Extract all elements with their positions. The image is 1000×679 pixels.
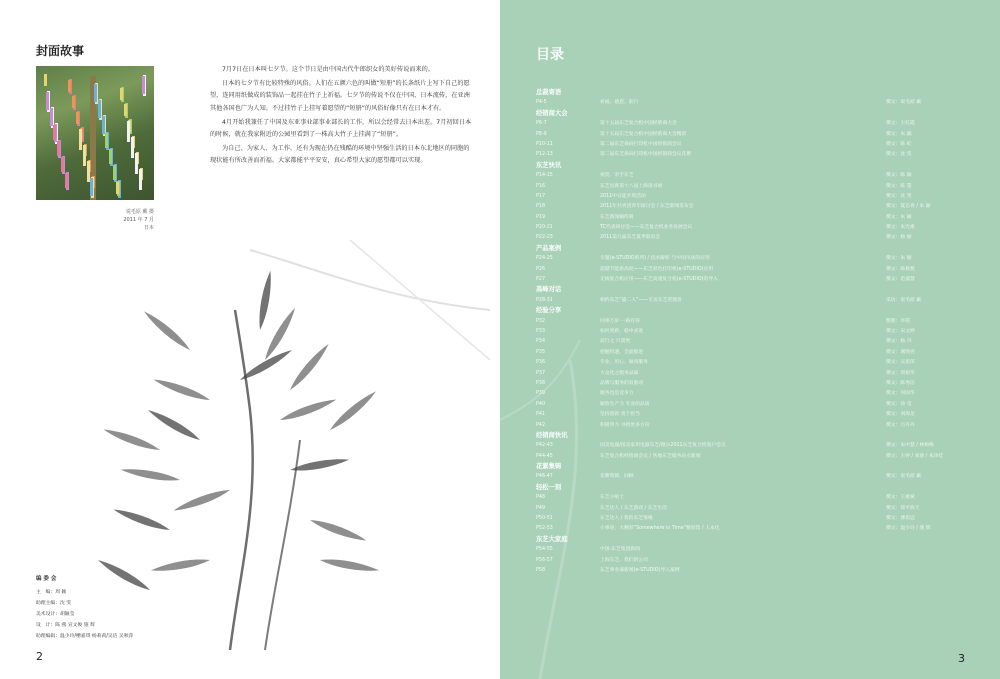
bamboo-leaf <box>142 309 193 353</box>
toc-section-heading: 轻松一刻 <box>536 483 562 491</box>
wish-strip <box>116 182 119 194</box>
toc-entry-page: P19 <box>536 214 545 220</box>
wish-strip <box>53 125 56 140</box>
toc-entry-author: 撰文：朱光惠 <box>886 225 915 231</box>
toc-entry-page: P14-15 <box>536 173 553 179</box>
editorial-row: 助理编辑：温少玲/槽嘉琪 杨莉莉/吴洁 吴秋萍 <box>36 634 134 639</box>
toc-entry-author: 撰文：杨 丽 <box>886 235 912 241</box>
toc-entry-page: P27 <box>536 277 545 283</box>
toc-entry-page: P39 <box>536 391 545 397</box>
toc-entry-title: 解放生产力 专业的品质 <box>600 401 650 407</box>
toc-entry[interactable] <box>536 140 976 150</box>
toc-entry-title: 东芝小贴士 <box>600 495 624 501</box>
toc-entry-page: P16 <box>536 183 545 189</box>
toc-entry-page: P33 <box>536 328 545 334</box>
toc-entry-author: 撰文：王婷 / 刘骏 / 朱泽佳 <box>886 453 944 459</box>
toc-entry-author: 撰文：朱 颖 <box>886 214 912 220</box>
cover-story-heading: 封面故事 <box>36 44 85 58</box>
toc-entry[interactable] <box>536 379 976 389</box>
toc-entry-page: P49 <box>536 505 545 511</box>
toc-entry[interactable] <box>536 150 976 160</box>
right-page-contents <box>500 0 1000 679</box>
toc-entry-author: 撰文：郑平海天 <box>886 505 920 511</box>
toc-entry-author <box>886 566 976 576</box>
toc-entry-page: P32 <box>536 318 545 324</box>
wish-strip <box>102 116 105 134</box>
bamboo-leaf <box>120 466 180 484</box>
bamboo-leaf <box>238 347 294 384</box>
story-paragraph: 日本的七夕节有比较特殊的风俗。人们在五颜六色的叫做“短册”的长条纸片上写下自己的愿望，连同用纸做成的装饰品一起挂在竹子上祈福。七夕节的传说不仅在中国、日本流传，在亚洲其他各国也广为人知。不过挂竹子上挂写着愿望的“短册”的风俗好像只有在日本才有。 <box>210 80 470 112</box>
toc-entry-author: 撰文：谢凯亮 <box>886 349 915 355</box>
toc-entry-page: P44-45 <box>536 453 553 459</box>
bamboo-leaf <box>172 486 231 514</box>
wish-strip <box>135 153 138 174</box>
page-number-right: 3 <box>958 652 965 665</box>
story-paragraph: 4月开始我兼任了中国及东亚事业部事业部长的工作，所以会经常去日本出差。7月初回日本的时候，就在我家附近的公园里看到了一株高大竹子上挂满了“短册”。 <box>210 118 472 139</box>
toc-section-heading: 经验分享 <box>536 307 562 315</box>
toc-entry[interactable] <box>536 119 976 129</box>
toc-entry-author: 撰文：说毛原 戴 <box>886 474 922 480</box>
toc-entry-author: 撰文：说毛原 戴 <box>886 100 922 106</box>
wish-strip <box>94 84 97 102</box>
toc-entry-title: 2011年共青团青年研讨会 / 东芝新闻发布会 <box>600 204 694 210</box>
story-paragraph: 7月7日在日本叫七夕节。这个节日是由中国古代牛郎织女的美好传说而来的。 <box>222 66 435 73</box>
bamboo-leaf <box>279 396 338 424</box>
toc-entry-author: 撰文：陈秋燕 <box>886 266 915 272</box>
toc-entry[interactable] <box>536 358 976 368</box>
toc-entry-author: 撰文：陈 虹 <box>886 141 912 147</box>
toc-entry-page: P37 <box>536 370 545 376</box>
toc-entry-title: 无线复合机应用——东芝高速复合机(e-STUDIO)的导入 <box>600 277 718 283</box>
wish-strip <box>139 169 142 190</box>
bamboo-leaf <box>328 389 379 433</box>
toc-section-heading: 总裁寄语 <box>536 89 562 96</box>
toc-entry-author: 撰文：沈 雯 <box>886 152 912 158</box>
toc-entry-title: 坚持创新 勇于担当 <box>600 412 640 418</box>
toc-entry-page: P41 <box>536 412 545 418</box>
toc-entry-title: 中国·东芝集团新闻 <box>600 547 640 553</box>
editorial-row: 设 计：陈 燕 宣文俊 施 辉 <box>36 623 95 628</box>
toc-section-heading: 东芝快讯 <box>536 161 562 169</box>
toc-entry-page: P36 <box>536 360 545 366</box>
toc-entry-title: 专题(e-STUDIO系列) / 技术解析 与中国市场的应用 <box>600 256 710 262</box>
toc-entry[interactable] <box>536 348 976 358</box>
wish-strip <box>50 108 53 126</box>
toc-entry[interactable] <box>536 556 976 566</box>
toc-entry-title: 东芝出席第十八届上海读书展 <box>600 183 663 189</box>
toc-entry-title: 上海东芝、我们的公司 <box>600 557 648 563</box>
toc-entry-page: P42 <box>536 422 545 428</box>
toc-entry-page: P6-7 <box>536 121 547 127</box>
toc-entry-author: 撰文：何国华 <box>886 391 915 397</box>
toc-entry-title: 东芝复合机经销商会议 / 各地东芝服务站点新闻 <box>600 453 701 459</box>
toc-entry-title: 东芝事业部新闻(e-STUDIO)导入案例 <box>600 567 680 573</box>
toc-entry-page: P48 <box>536 495 545 501</box>
bamboo-leaf <box>152 376 211 404</box>
bamboo-leaf <box>319 556 379 574</box>
toc-entry-author: 撰文：陈秀洁 <box>886 380 915 386</box>
wish-strip <box>142 76 145 94</box>
wish-strip <box>120 88 123 100</box>
toc-entry-title: 东芝达人 / 东芝游戏 / 东芝生活 <box>600 505 667 511</box>
toc-section-heading: 经销商大会 <box>536 109 568 117</box>
toc-entry[interactable] <box>536 223 976 233</box>
story-paragraph: 为自己、为家人、为工作，还有为现在仍在残酷的环境中坚强生活的日本东北地区的同胞的现状能有所改善而祈福。大家都能平平安安，真心希望大家的愿望都可以实现。 <box>210 145 470 165</box>
toc-entry[interactable] <box>536 504 976 514</box>
toc-entry-title: 第二届东芝条码打印机中国经销商会议花絮 <box>600 152 692 158</box>
bamboo-leaf <box>150 556 210 574</box>
wish-strip <box>109 149 112 164</box>
bamboo-leaf <box>287 342 331 393</box>
toc-entry-title: 国美电器/国美家用电器东芝/德尔2011东芝复合机客户会议 <box>600 443 726 449</box>
toc-entry-title: 前行之 只需更 <box>600 339 631 345</box>
toc-entry[interactable] <box>536 441 976 451</box>
toc-entry-author: 采访：说毛原 戴 <box>886 297 922 303</box>
toc-entry[interactable] <box>536 98 976 108</box>
toc-entry[interactable] <box>536 327 976 337</box>
bamboo-leaf <box>262 306 299 362</box>
toc-section-heading: 高峰对话 <box>536 286 562 294</box>
toc-entry-author: 撰文：刘海龙 <box>886 412 915 418</box>
photo-credit <box>80 208 154 232</box>
toc-entry[interactable] <box>536 389 976 399</box>
toc-entry-title: 祈福、感恩、前行 <box>600 100 639 106</box>
toc-entry-title: 积极努力 寻找更多方向 <box>600 422 650 428</box>
toc-entry-title: 小事迹，大精彩“Somewhere in Time”精彩选 / 人本化 <box>600 526 720 532</box>
toc-entry[interactable] <box>536 296 976 306</box>
toc-entry-author: 撰文：吕丹丹 <box>886 422 915 428</box>
toc-entry[interactable] <box>536 254 976 264</box>
toc-entry-author: 撰文：温少玲 / 施 辉 <box>886 526 931 532</box>
toc-entry[interactable] <box>536 265 976 275</box>
toc-entry-page: P4-5 <box>536 100 547 106</box>
cover-photo-bamboo-wishes <box>36 66 154 200</box>
toc-entry-title: 2011中日徒步周活动 <box>600 193 646 199</box>
bamboo-leaf <box>112 506 171 534</box>
toc-entry-author: 整理：李霞 <box>886 318 910 324</box>
toc-entry-title: 把握机遇、全面推进 <box>600 349 644 355</box>
editorial-board <box>36 574 226 643</box>
toc-entry[interactable] <box>536 472 976 482</box>
toc-entry-page: P12-13 <box>536 152 553 158</box>
toc-entry-title: 祝贺、亲手东芝 <box>600 173 634 179</box>
wish-strip <box>57 141 60 156</box>
toc-entry[interactable] <box>536 192 976 202</box>
toc-entry-author: 撰文：宋文婷 <box>886 328 915 334</box>
toc-entry[interactable] <box>536 369 976 379</box>
editorial-title: 编 委 会 <box>36 576 57 582</box>
toc-entry-title: 第十五届东芝复合机中国经销商大会精彩 <box>600 131 687 137</box>
wish-strip <box>127 121 130 142</box>
toc-entry-page: P58 <box>536 567 545 573</box>
toc-entry[interactable] <box>536 130 976 140</box>
toc-entry-title: 2011第九届东芝夏季联谊会 <box>600 235 661 241</box>
toc-entry-title: 东芝新闻稿传阅 <box>600 214 634 220</box>
toc-section-heading: 花絮集锦 <box>536 463 562 471</box>
wish-strip <box>79 129 82 150</box>
contents-title: 目录 <box>536 47 564 63</box>
toc-entry-author: 撰文：周祖华 <box>886 370 915 376</box>
toc-entry-page: P24-25 <box>536 256 553 262</box>
table-of-contents <box>536 88 976 576</box>
bamboo-leaf <box>102 426 161 454</box>
wish-strip <box>105 133 108 148</box>
toc-entry-title: 东芝达人 / 我的东芝情缘 <box>600 516 653 522</box>
wish-strip <box>72 96 75 108</box>
bamboo-leaf <box>146 407 202 444</box>
toc-entry-title: TC代表研讨会——东芝复合机业务发展会议 <box>600 225 693 231</box>
toc-entry-page: P18 <box>536 204 545 210</box>
wish-strip <box>46 92 49 110</box>
cover-story-text <box>210 64 472 170</box>
toc-entry-title: 大众化之服务品质 <box>600 370 639 376</box>
wish-strip <box>90 178 93 196</box>
toc-entry-title: 超越节能新高度——东芝彩色打印机(e-STUDIO)应用 <box>600 266 714 272</box>
toc-entry[interactable] <box>536 275 976 285</box>
toc-section-heading: 东芝大家庭 <box>536 535 568 543</box>
wish-strip <box>68 80 71 92</box>
editorial-row: 助理主编：沈 雯 <box>36 601 72 606</box>
photo-credit-line: 2011 年 7 月 <box>123 217 154 223</box>
toc-entry[interactable] <box>536 421 976 431</box>
toc-entry-author: 撰文：夏志青 / 朱 颖 <box>886 204 931 210</box>
toc-entry-author: 撰文：范淑慧 <box>886 277 915 283</box>
toc-entry[interactable] <box>536 400 976 410</box>
toc-entry-title: 第十五届东芝复合机中国经销商大会 <box>600 121 677 127</box>
toc-entry-page: P40 <box>536 401 545 407</box>
bamboo-leaf <box>256 270 274 330</box>
toc-entry[interactable] <box>536 171 976 181</box>
wish-strip <box>113 165 116 180</box>
toc-entry-page: P22-23 <box>536 235 553 241</box>
toc-section-heading: 产品案例 <box>536 244 562 252</box>
toc-section-heading: 经销商快讯 <box>536 431 568 439</box>
editorial-row: 美术设计：胡颖莹 <box>36 612 75 617</box>
toc-entry[interactable] <box>536 514 976 524</box>
toc-entry[interactable] <box>536 545 976 555</box>
toc-entry-author: 撰文：陈 颖 <box>886 173 912 179</box>
toc-entry[interactable] <box>536 317 976 327</box>
toc-entry-author: 撰文：王惠斌 <box>886 495 915 501</box>
wish-strip <box>98 100 101 118</box>
toc-entry-page: P17 <box>536 193 545 199</box>
bamboo-leaf <box>309 516 368 544</box>
wish-strip <box>124 104 127 116</box>
toc-entry-page: P35 <box>536 349 545 355</box>
photo-credit-line: 说毛原 戴 摄 <box>125 209 154 215</box>
toc-entry-author: 撰文：徐 莹 <box>886 401 912 407</box>
page-number-left: 2 <box>36 650 43 663</box>
toc-entry-title: 专业、用心、做真服务 <box>600 360 648 366</box>
toc-entry-page: P46-47 <box>536 474 553 480</box>
toc-entry-author: 撰文：陈 慧 <box>886 183 912 189</box>
toc-entry-title: 如何更新、稳中求进 <box>600 328 644 334</box>
toc-entry-title: 花絮集锦、回顾 <box>600 474 634 480</box>
toc-entry-page: P42-43 <box>536 443 553 449</box>
toc-entry[interactable] <box>536 493 976 503</box>
toc-entry-page: P54-55 <box>536 547 553 553</box>
toc-entry-page: P52-53 <box>536 526 553 532</box>
toc-entry[interactable] <box>536 452 976 462</box>
wish-strip <box>83 145 86 166</box>
toc-entry-author: 撰文：吴思萍 <box>886 360 915 366</box>
toc-entry-title: 品牌与服务的双驱动 <box>600 380 644 386</box>
toc-entry-author: 撰文：傅思远 <box>886 516 915 522</box>
toc-entry-author: 撰文：朱 颖 <box>886 131 912 137</box>
toc-entry[interactable] <box>536 213 976 223</box>
toc-entry-title: 相约东芝“盛二人”——专访东芝管理者 <box>600 297 682 303</box>
toc-entry-page: P28-31 <box>536 297 553 303</box>
wish-strip <box>61 157 64 172</box>
toc-entry[interactable] <box>536 410 976 420</box>
toc-entry-author: 撰文：沈 雯 <box>886 193 912 199</box>
toc-entry-title: 同事万岁 一路有你 <box>600 318 640 324</box>
wish-strip <box>44 74 47 86</box>
toc-entry-page: P8-9 <box>536 131 547 137</box>
toc-entry[interactable] <box>536 233 976 243</box>
toc-entry-page: P20-21 <box>536 225 553 231</box>
wish-strip <box>65 173 68 188</box>
photo-credit-line: 日本 <box>143 225 154 231</box>
toc-entry[interactable] <box>536 566 976 576</box>
toc-entry[interactable] <box>536 337 976 347</box>
editorial-row: 主 编：周 颖 <box>36 590 67 595</box>
toc-entry-page: P38 <box>536 380 545 386</box>
toc-entry-title: 第二届东芝条码打印机中国经销商会议 <box>600 141 682 147</box>
toc-entry-page: P56-57 <box>536 557 553 563</box>
toc-entry-page: P26 <box>536 266 545 272</box>
toc-entry-author <box>886 556 976 566</box>
toc-entry-title: 服务也是竞争力 <box>600 391 634 397</box>
toc-entry[interactable] <box>536 524 976 534</box>
toc-entry-page: P10-11 <box>536 141 553 147</box>
wish-strip <box>76 112 79 124</box>
toc-entry[interactable] <box>536 202 976 212</box>
toc-entry[interactable] <box>536 182 976 192</box>
toc-entry-author <box>886 545 976 555</box>
toc-entry-author: 撰文：杨 丹 <box>886 339 912 345</box>
wish-strip <box>87 161 90 182</box>
toc-entry-page: P34 <box>536 339 545 345</box>
toc-entry-page: P50-51 <box>536 516 553 522</box>
toc-entry-author: 撰文：王红霞 <box>886 121 915 127</box>
toc-entry-author: 撰文：朱中慧 / 林梅梅 <box>886 443 934 449</box>
wish-strip <box>131 137 134 158</box>
toc-entry-author: 撰文：朱 颖 <box>886 256 912 262</box>
